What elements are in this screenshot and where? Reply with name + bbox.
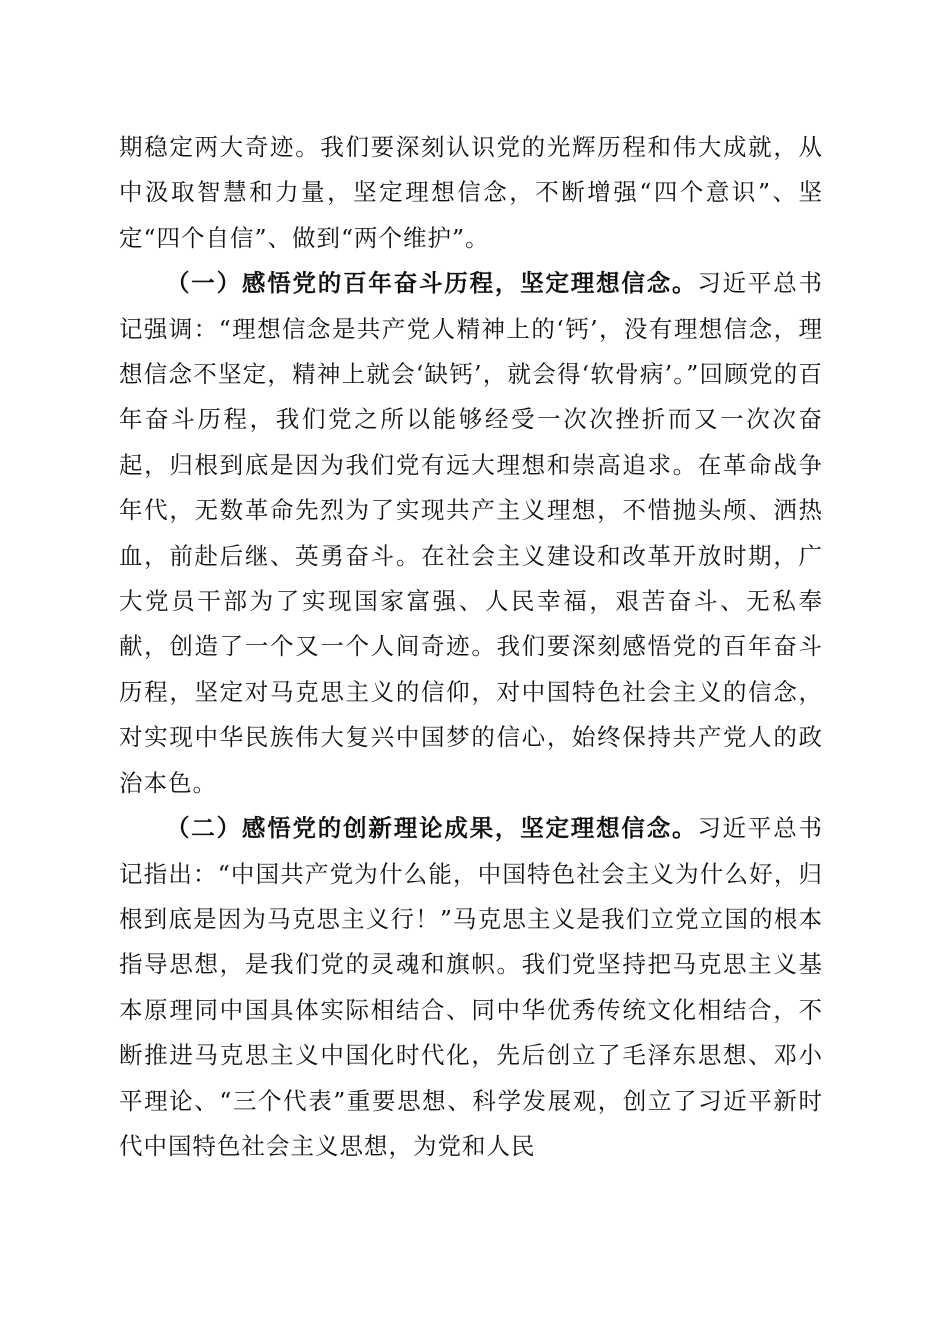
section-heading: （二）感悟党的创新理论成果，坚定理想信念。 — [166, 814, 698, 843]
section-heading: （一）感悟党的百年奋斗历程，坚定理想信念。 — [166, 269, 698, 298]
paragraph-continuation — [119, 125, 823, 261]
paragraph-section-one — [119, 261, 823, 806]
paragraph-body: 期稳定两大奇迹。我们要深刻认识党的光辉历程和伟大成就，从中汲取智慧和力量，坚定理想信念，不断增强“四个意识”、坚定“四个自信”、做到“两个维护”。 — [119, 133, 823, 252]
paragraph-body: 习近平总书记指出：“中国共产党为什么能，中国特色社会主义为什么好，归根到底是因为马克思主义行！”马克思主义是我们立党立国的根本指导思想，是我们党的灵魂和旗帜。我们党坚持把马克思主义基本原理同中国具体实际相结合、同中华优秀传统文化相结合，不断推进马克思主义中国化时代化，先后创立了毛泽东思想、邓小平理论、“三个代表”重要思想、科学发展观，创立了习近平新时代中国特色社会主义思想，为党和人民 — [119, 814, 824, 1160]
document-page — [119, 125, 823, 1169]
paragraph-body: 习近平总书记强调：“理想信念是共产党人精神上的‘钙’，没有理想信念，理想信念不坚定，精神上就会‘缺钙’，就会得‘软骨病’。”回顾党的百年奋斗历程，我们党之所以能够经受一次次挫折而又一次次奋起，归根到底是因为我们党有远大理想和崇高追求。在革命战争年代，无数革命先烈为了实现共产主义理想，不惜抛头颅、洒热血，前赴后继、英勇奋斗。在社会主义建设和改革开放时期，广大党员干部为了实现国家富强、人民幸福，艰苦奋斗、无私奉献，创造了一个又一个人间奇迹。我们要深刻感悟党的百年奋斗历程，坚定对马克思主义的信仰，对中国特色社会主义的信念，对实现中华民族伟大复兴中国梦的信心，始终保持共产党人的政治本色。 — [119, 269, 824, 797]
paragraph-section-two — [119, 806, 823, 1169]
